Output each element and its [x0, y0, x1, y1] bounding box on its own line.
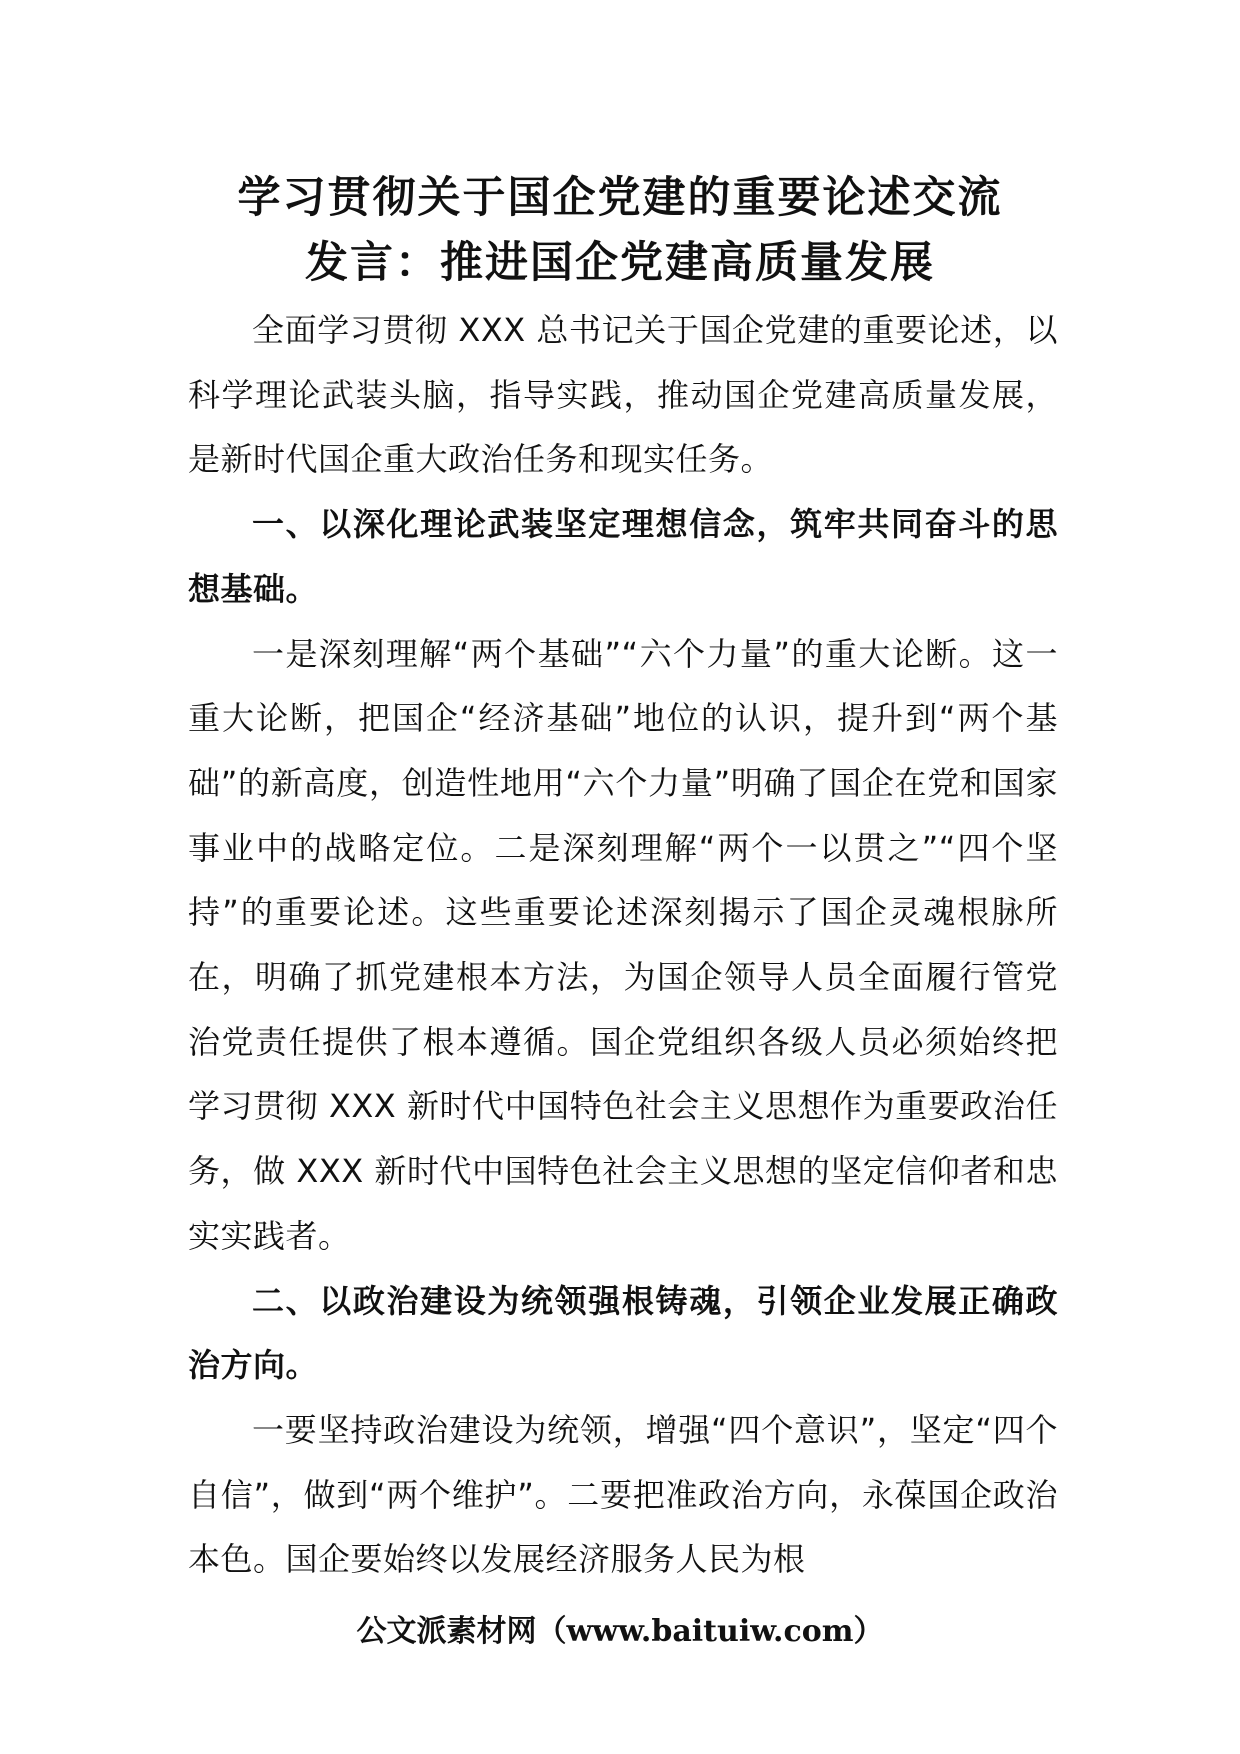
page-footer-watermark: 公文派素材网（www.baituiw.com）: [356, 1614, 884, 1649]
document-title-line2: 发言：推进国企党建高质量发展: [305, 238, 935, 288]
document-title-line1: 学习贯彻关于国企党建的重要论述交流: [237, 173, 1003, 223]
paragraph-section-1: 一是深刻理解“两个基础”“六个力量”的重大论断。这一重大论断，把国企“经济基础”地位的认识，提升到“两个基础”的新高度，创造性地用“六个力量”明确了国企在党和国家事业中的战略定位。二是深刻理解“两个一以贯之”“四个坚持”的重要论述。这些重要论述深刻揭示了国企灵魂根脉所在，明确了抓党建根本方法，为国企领导人员全面履行管党治党责任提供了根本遵循。国企党组织各级人员必须始终把学习贯彻 XXX 新时代中国特色社会主义思想作为重要政治任务，做 XXX 新时代中国特色社会主义思想的坚定信仰者和忠实实践者。: [188, 634, 1058, 1255]
section-heading-2: 二、以政治建设为统领强根铸魂，引领企业发展正确政治方向。: [188, 1281, 1058, 1385]
paragraph-section-2: 一要坚持政治建设为统领，增强“四个意识”，坚定“四个自信”，做到“两个维护”。二要把准政治方向，永葆国企政治本色。国企要始终以发展经济服务人民为根: [188, 1410, 1058, 1579]
document-body: [188, 298, 1058, 1592]
paragraph-intro: 全面学习贯彻 XXX 总书记关于国企党建的重要论述，以科学理论武装头脑，指导实践，推动国企党建高质量发展，是新时代国企重大政治任务和现实任务。: [188, 311, 1058, 479]
section-heading-1: 一、以深化理论武装坚定理想信念，筑牢共同奋斗的思想基础。: [188, 505, 1058, 608]
